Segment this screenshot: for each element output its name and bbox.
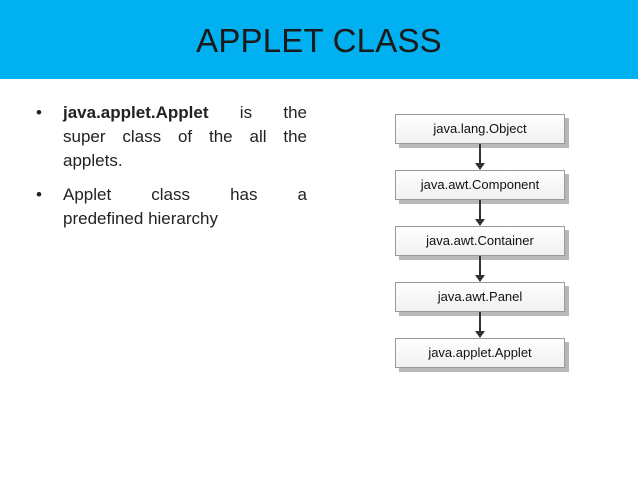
bullet-text: predefined hierarchy — [63, 209, 218, 228]
arrow-down-icon — [479, 312, 481, 337]
bullet-dot-icon: • — [36, 185, 42, 204]
bullet-line — [63, 101, 307, 125]
node-java-applet-applet: java.applet.Applet — [395, 338, 565, 368]
bullet-text: is the — [208, 103, 307, 122]
arrow-down-icon — [479, 200, 481, 225]
bullet-line: Applet class has a — [63, 185, 307, 204]
node-java-awt-panel: java.awt.Panel — [395, 282, 565, 312]
arrow-down-icon — [479, 144, 481, 169]
bullet-item-superclass — [36, 101, 307, 173]
arrow-down-icon — [479, 256, 481, 281]
node-java-lang-object: java.lang.Object — [395, 114, 565, 144]
applet-class-name: java.applet.Applet — [63, 103, 209, 122]
bullet-dot-icon: • — [36, 103, 42, 122]
class-hierarchy-diagram — [390, 110, 576, 374]
slide-title: APPLET CLASS — [196, 22, 442, 59]
bullet-list — [36, 101, 307, 241]
node-java-awt-container: java.awt.Container — [395, 226, 565, 256]
node-java-awt-component: java.awt.Component — [395, 170, 565, 200]
bullet-text: super class of the all the applets. — [63, 127, 307, 170]
bullet-item-hierarchy — [36, 183, 307, 231]
